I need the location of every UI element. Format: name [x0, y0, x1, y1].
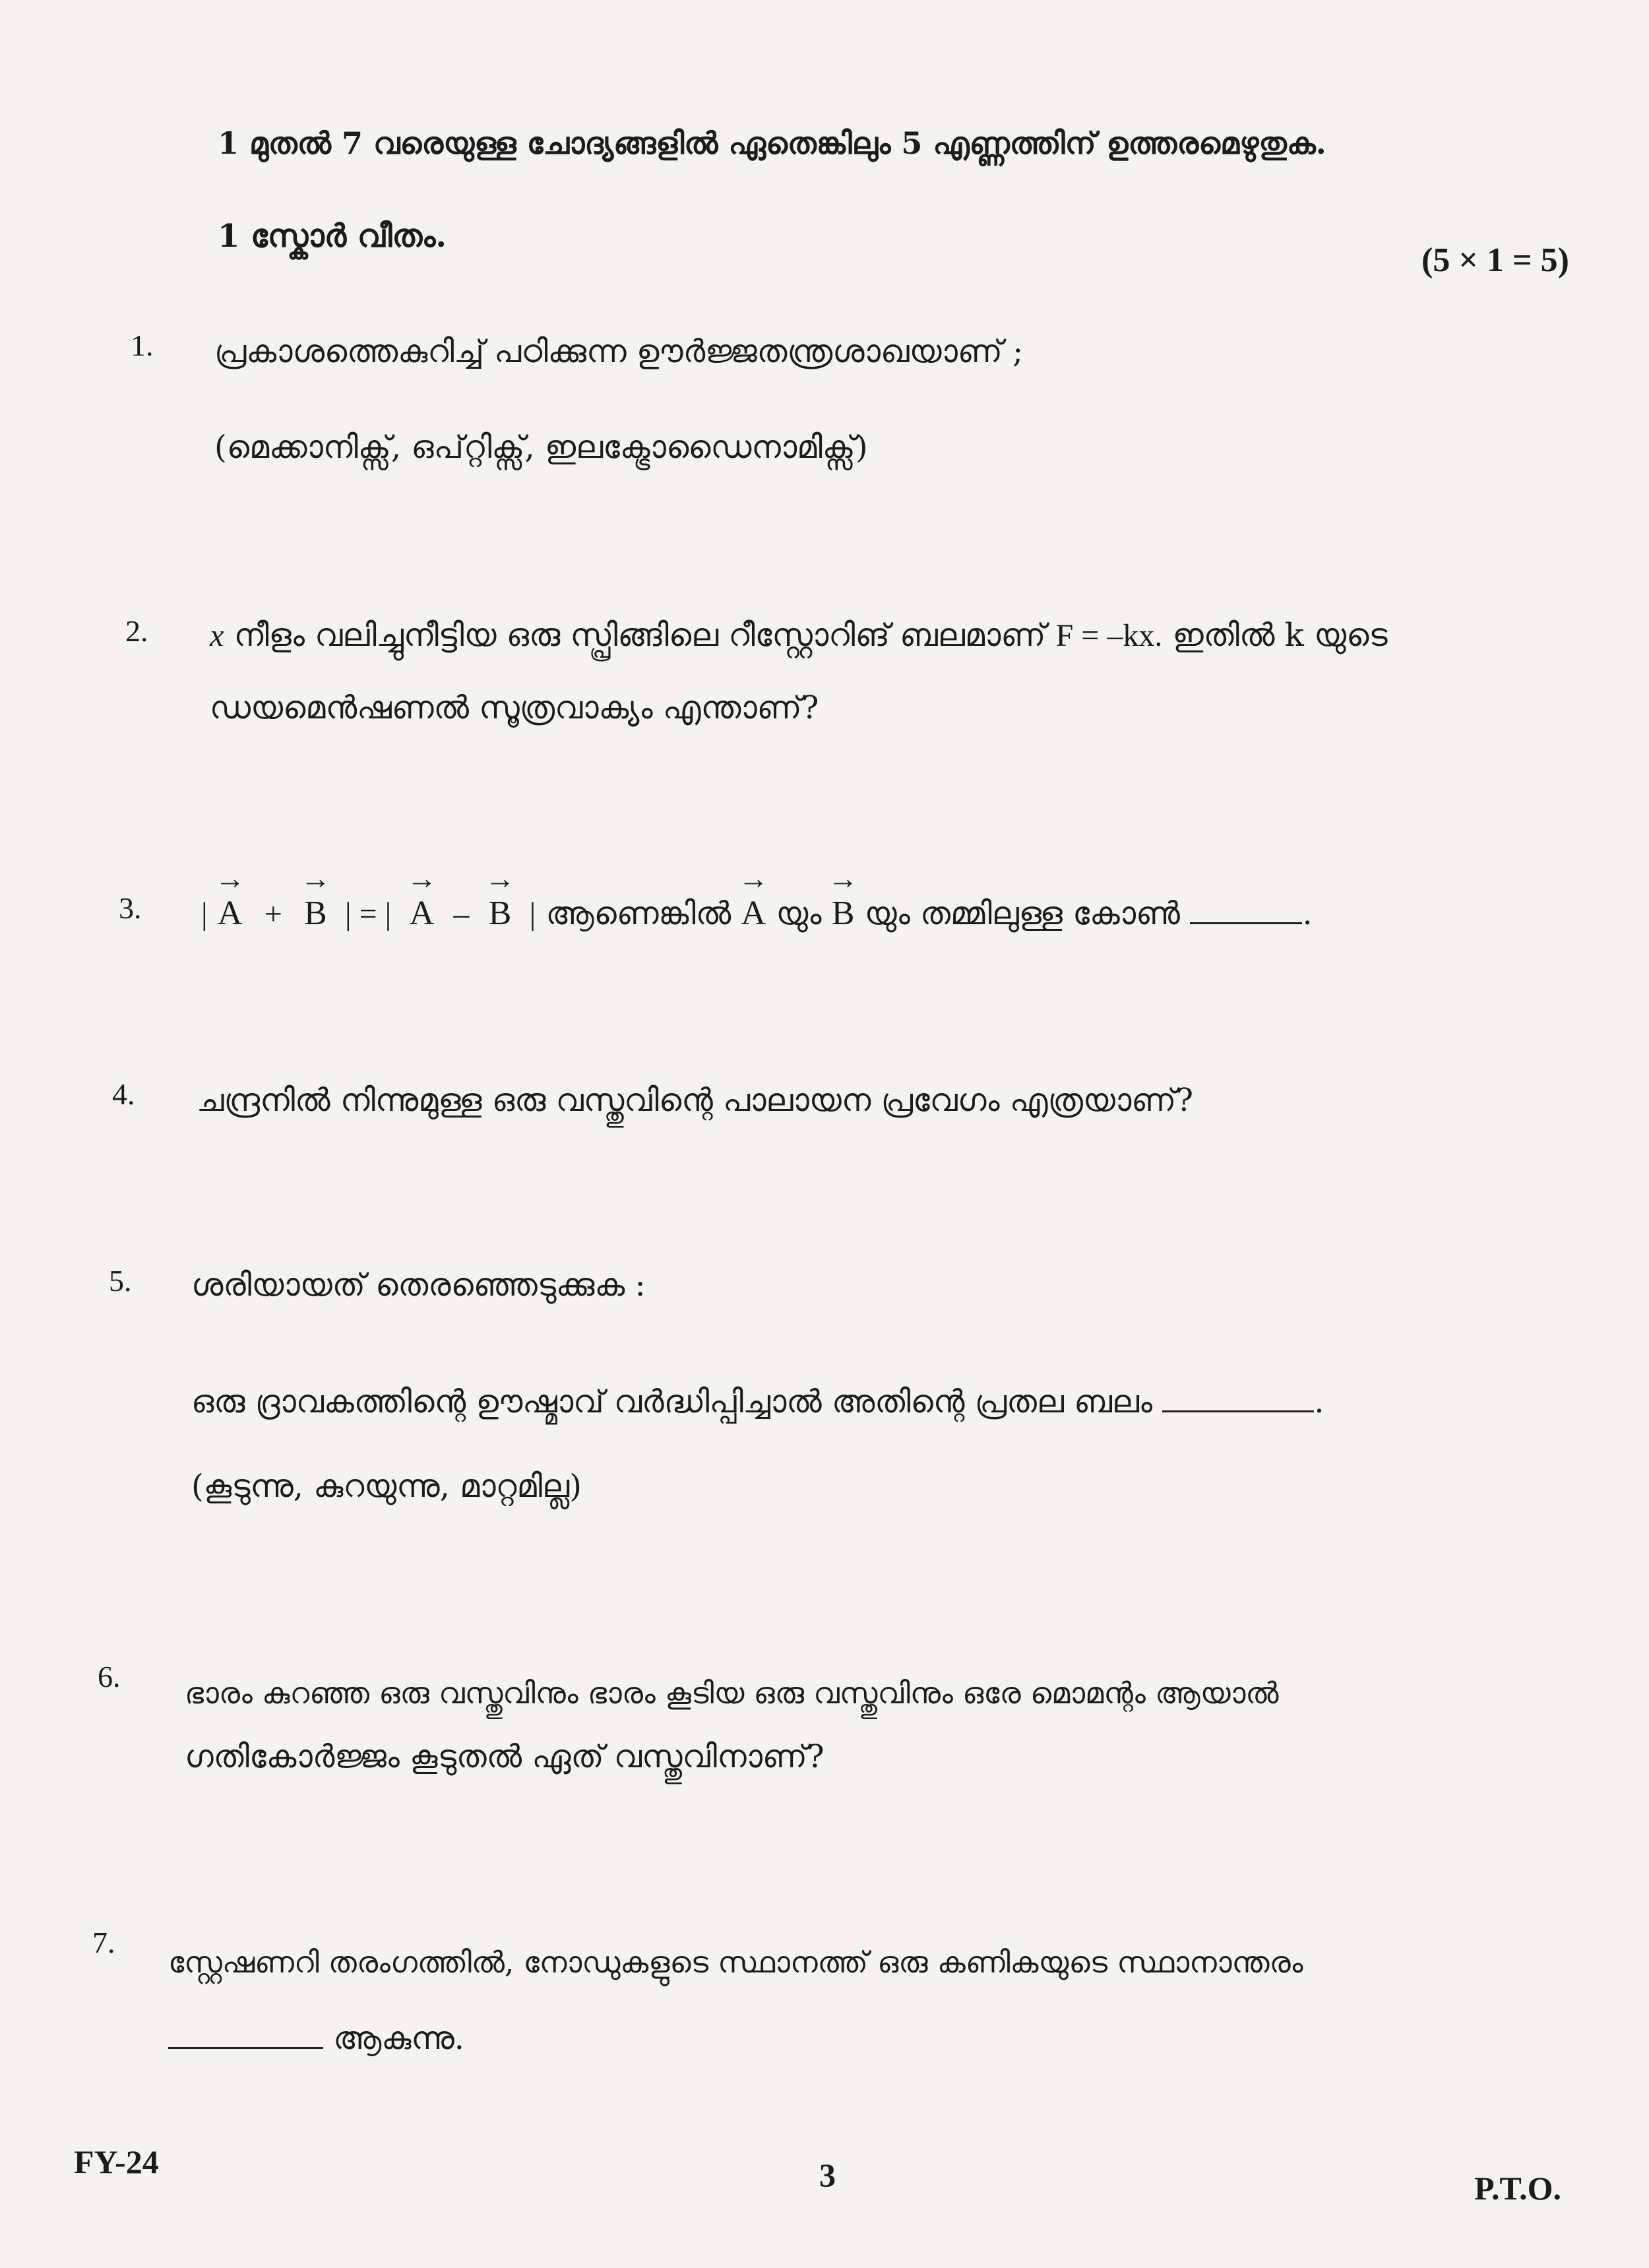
instruction-line-1: 1 മുതൽ 7 വരെയുള്ള ചോദ്യങ്ങളിൽ ഏതെങ്കിലും 5 എണ്ണത്തിന് ഉത്തരമെഴുതുക.: [218, 125, 1326, 161]
question-5-text: ശരിയായത് തെരഞ്ഞെടുക്കുക :: [191, 1267, 646, 1304]
abs-bar: |: [201, 897, 208, 931]
page-number: 3: [819, 2157, 836, 2193]
question-2-line-1: [210, 617, 1388, 654]
answer-blank: [1190, 891, 1302, 924]
paper-code: FY-24: [74, 2143, 159, 2180]
vector-arrow-icon: →: [300, 862, 331, 895]
question-5-options: (കൂടുന്നു, കുറയുന്നു, മാറ്റമില്ല): [191, 1468, 582, 1505]
vector-b: → B: [485, 862, 515, 932]
question-3-text-b: യും: [776, 895, 832, 932]
instruction-line-2: 1 സ്കോർ വീതം.: [218, 218, 447, 255]
question-3-end: .: [1302, 895, 1313, 932]
question-3-line: [201, 862, 1313, 933]
question-number: 4.: [112, 1077, 135, 1111]
question-1-options: (മെക്കാനിക്സ്, ഒപ്റ്റിക്സ്, ഇലക്ട്രോഡൈനാമിക്സ്): [214, 429, 868, 466]
answer-blank: [1162, 1379, 1314, 1412]
vector-b: → B: [828, 862, 859, 932]
question-4-text: ചന്ദ്രനിൽ നിന്നുമുള്ള ഒരു വസ്തുവിന്റെ പാലായന പ്രവേഗം എത്രയാണ്?: [197, 1082, 1193, 1119]
question-6-line-2: ഗതികോർജ്ജം കൂടുതൽ ഏത് വസ്തുവിനാണ്?: [185, 1738, 824, 1775]
formula: F = –kx.: [1055, 618, 1163, 653]
vector-arrow-icon: →: [214, 862, 245, 895]
abs-bar: |: [529, 897, 536, 931]
question-number: 2.: [125, 614, 148, 648]
vector-a: → A: [738, 862, 769, 932]
marks-scheme: (5 × 1 = 5): [1421, 241, 1569, 279]
vector-arrow-icon: →: [406, 862, 437, 895]
question-number: 6.: [98, 1660, 121, 1693]
question-2-text-b: ഇതിൽ k യുടെ: [1162, 617, 1388, 654]
vector-a: → A: [214, 862, 245, 932]
question-1-text: പ്രകാശത്തെകുറിച്ച് പഠിക്കുന്ന ഊർജ്ജതന്ത്രശാഖയാണ് ;: [214, 333, 1024, 370]
please-turn-over: P.T.O.: [1474, 2170, 1561, 2207]
vector-b: → B: [300, 862, 331, 932]
question-number: 1.: [131, 329, 154, 362]
equals-sign: | = |: [345, 897, 392, 931]
question-6-line-1: ഭാരം കുറഞ്ഞ ഒരു വസ്തുവിനും ഭാരം കൂടിയ ഒരു വസ്തുവിനും ഒരേ മൊമന്റം ആയാൽ: [185, 1676, 1279, 1711]
question-2-text-a: നീളം വലിച്ചുനീട്ടിയ ഒരു സ്പ്രിങ്ങിലെ റീസ്റ്റോറിങ് ബലമാണ്: [224, 617, 1056, 654]
plus-sign: +: [264, 897, 282, 931]
question-3-text-a: ആണെങ്കിൽ: [545, 895, 741, 932]
vector-arrow-icon: →: [828, 862, 859, 895]
question-3-text-c: യും തമ്മിലുള്ള കോൺ: [864, 895, 1191, 932]
vector-arrow-icon: →: [485, 862, 515, 895]
question-number: 7.: [92, 1926, 115, 1959]
vector-arrow-icon: →: [738, 862, 769, 895]
question-5-line-2: ഒരു ദ്രാവകത്തിന്റെ ഊഷ്മാവ് വർദ്ധിപ്പിച്ചാൽ അതിന്റെ പ്രതല ബലം .: [191, 1379, 1324, 1421]
question-7-line-2: ആകുന്നു.: [168, 2015, 464, 2058]
answer-blank: [168, 2015, 323, 2049]
question-number: 5.: [109, 1264, 132, 1298]
question-2-line-2: ഡയമെൻഷണൽ സൂത്രവാക്യം എന്താണ്?: [210, 689, 819, 726]
question-7-line-1: സ്റ്റേഷണറി തരംഗത്തിൽ, നോഡുകളുടെ സ്ഥാനത്ത് ഒരു കണികയുടെ സ്ഥാനാന്തരം: [168, 1945, 1303, 1980]
minus-sign: –: [453, 897, 470, 931]
variable-x: x: [210, 618, 224, 653]
question-number: 3.: [119, 891, 142, 925]
vector-a: → A: [406, 862, 437, 932]
